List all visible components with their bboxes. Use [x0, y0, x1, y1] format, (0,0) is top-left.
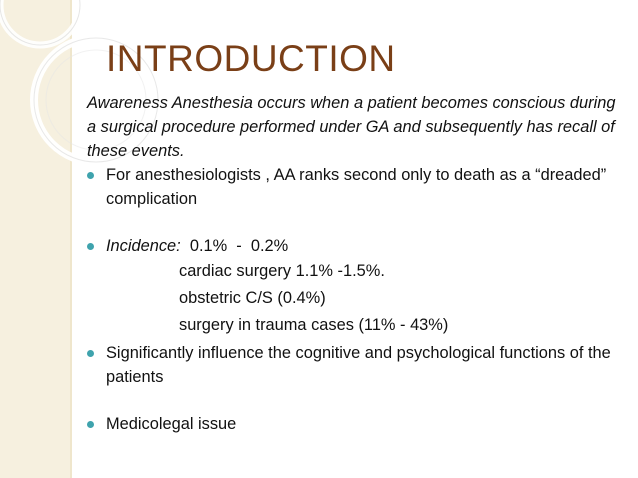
bullet-dot-icon — [87, 421, 94, 428]
incidence-detail-obstetric: obstetric C/S (0.4%) — [179, 289, 326, 307]
intro-paragraph: Awareness Anesthesia occurs when a patient becomes conscious during a surgical procedure performed under GA and subsequently has recall of these events. — [87, 94, 616, 160]
bullet-item-incidence — [87, 234, 627, 258]
bullet-dot-icon — [87, 350, 94, 357]
bullet-text: Significantly influence the cognitive and psychological functions of the patients — [106, 344, 611, 386]
bullet-item-anesthesiologists — [87, 163, 627, 211]
incidence-value: 0.1% - 0.2% — [180, 237, 289, 255]
incidence-line — [106, 234, 627, 258]
incidence-detail-trauma: surgery in trauma cases (11% - 43%) — [179, 316, 449, 334]
incidence-detail-cardiac: cardiac surgery 1.1% -1.5%. — [179, 262, 385, 280]
bullet-item-medicolegal — [87, 412, 627, 436]
incidence-label: Incidence: — [106, 237, 181, 255]
bullet-text: For anesthesiologists , AA ranks second only to death as a “dreaded” complication — [106, 166, 607, 208]
bullet-item-cognitive — [87, 341, 627, 389]
bullet-dot-icon — [87, 243, 94, 250]
slide-title: INTRODUCTION — [106, 38, 396, 79]
bullet-text: Medicolegal issue — [106, 415, 237, 433]
bullet-dot-icon — [87, 172, 94, 179]
